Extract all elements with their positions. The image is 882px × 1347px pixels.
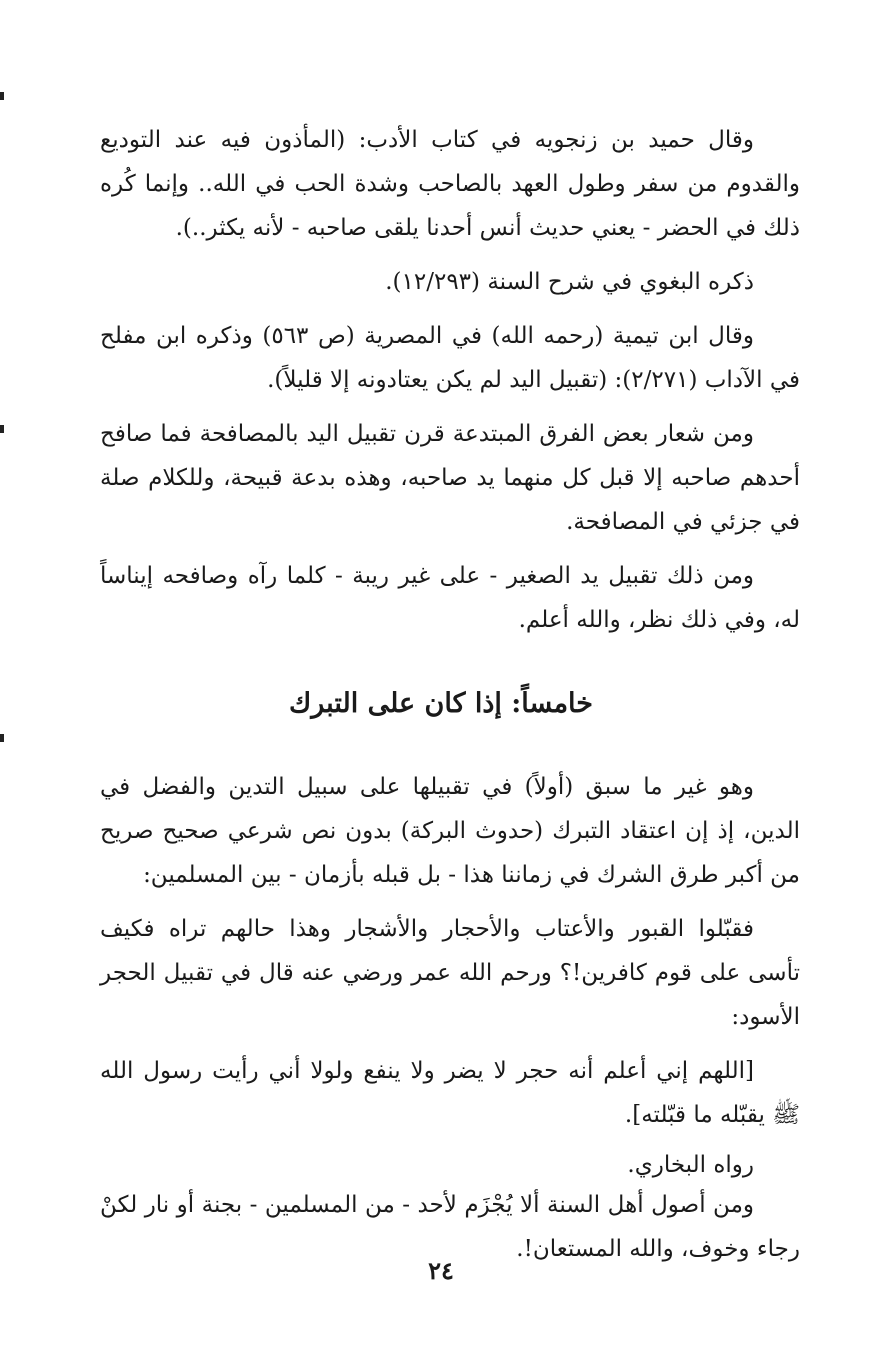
scan-edge-mark xyxy=(0,92,4,100)
upper-text-block xyxy=(100,118,800,642)
paragraph-baghawi-reference: ذكره البغوي في شرح السنة (١٢/٢٩٣). xyxy=(385,269,754,295)
paragraph-innovation-note: ومن شعار بعض الفرق المبتدعة قرن تقبيل اليد بالمصافحة فما صافح أحدهم صاحبه إلا قبل كل منهما يد صاحبه، وهذه بدعة قبيحة، وللكلام صلة في جزئي في المصافحة. xyxy=(100,421,800,535)
section-heading: خامساً: إذا كان على التبرك xyxy=(289,688,593,719)
lower-text-block xyxy=(100,765,800,1271)
page-number: ٢٤ xyxy=(428,1256,454,1285)
paragraph-bukhari-reference: رواه البخاري. xyxy=(627,1152,754,1178)
paragraph-ibn-taymiyyah-quote: وقال ابن تيمية (رحمه الله) في المصرية (ص ٥٦٣) وذكره ابن مفلح في الآداب (٢/٢٧١): (تقبيل اليد لم يكن يعتادونه إلا قليلاً). xyxy=(100,323,800,393)
paragraph-tabarruk-intro: وهو غير ما سبق (أولاً) في تقبيلها على سبيل التدين والفضل في الدين، إذ إن اعتقاد التبرك (حدوث البركة) بدون نص شرعي صحيح صريح من أكبر طرق الشرك في زماننا هذا - بل قبله بأزمان - بين المسلمين: xyxy=(100,774,800,888)
paragraph-hamid-quote: وقال حميد بن زنجويه في كتاب الأدب: (المأذون فيه عند التوديع والقدوم من سفر وطول العهد بالصاحب وشدة الحب في الله.. وإنما كُره ذلك في الحضر - يعني حديث أنس أحدنا يلقى صاحبه - لأنه يكثر..). xyxy=(100,127,800,241)
paragraph-child-hand: ومن ذلك تقبيل يد الصغير - على غير ريبة - كلما رآه وصافحه إيناساً له، وفي ذلك نظر، والله أعلم. xyxy=(100,563,800,633)
scan-edge-mark xyxy=(0,734,4,742)
paragraph-umar-hadith: [اللهم إني أعلم أنه حجر لا يضر ولا ينفع ولولا أني رأيت رسول الله ﷺ يقبّله ما قبّلته]. xyxy=(100,1058,800,1128)
paragraph-graves-kissing: فقبّلوا القبور والأعتاب والأحجار والأشجار وهذا حالهم تراه فكيف تأسى على قوم كافرين!؟ ورحم الله عمر ورضي عنه قال في تقبيل الحجر الأسود: xyxy=(100,916,800,1030)
paragraph-sunnah-principle: ومن أصول أهل السنة ألا يُجْزَم لأحد - من المسلمين - بجنة أو نار لكنْ رجاء وخوف، والله المستعان!. xyxy=(100,1192,800,1262)
scan-edge-mark xyxy=(0,425,4,433)
